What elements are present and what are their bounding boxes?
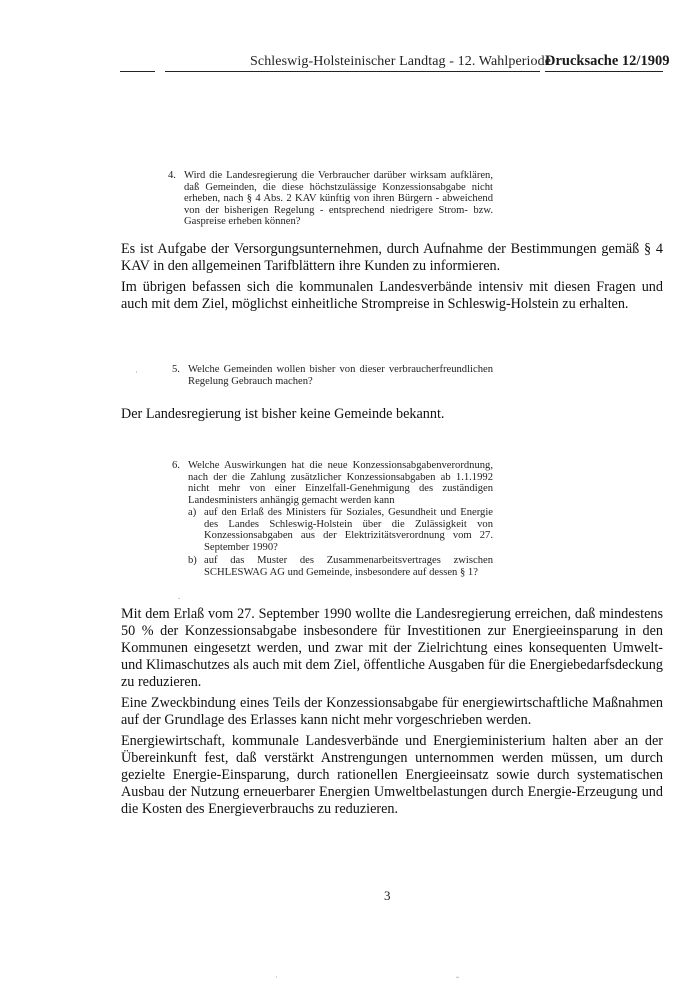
question-text: Welche Auswirkungen hat die neue Konzessionsabgabenverordnung, nach der die Zahlung zusätzlicher Konzessionsabgaben ab 1.1.1992 nicht mehr von einer Einzelfall-Genehmigung des zuständigen Landesministers anhängig gemacht werden kann — [188, 460, 493, 506]
sub-question-b — [188, 555, 493, 591]
question-text: Wird die Landesregierung die Verbraucher darüber wirksam aufklären, daß Gemeinden, die diese höchstzulässige Konzessionsabgabe nicht erheben, nach § 4 Abs. 2 KAV künftig von ihren Bürgern - abweichend von der bisherigen Regelung - entsprechend niedrigere Strom- bzw. Gaspreise erheben können? — [184, 170, 493, 228]
answer-paragraph: Mit dem Erlaß vom 27. September 1990 wollte die Landesregierung erreichen, daß mindestens 50 % der Konzessionsabgabe insbesondere für Investitionen zur Energieeinsparung in den Kommunen eingesetzt werden, und zwar mit der Zielrichtung eines konsequenten Umwelt- und Klimaschutzes als auch mit dem Ziel, öffentliche Ausgaben für die Energiebedarfsdeckung zu reduzieren. — [121, 606, 663, 690]
header-rule-middle — [165, 71, 540, 72]
question-number: 6. — [172, 460, 180, 471]
scan-speck: ˙ — [275, 975, 278, 985]
answer-paragraph: Es ist Aufgabe der Versorgungsunternehmen, durch Aufnahme der Bestimmungen gemäß § 4 KAV in den allgemeinen Tarifblättern ihre Kunden zu informieren. — [121, 241, 663, 274]
scan-speck: · — [135, 367, 138, 377]
answer-4 — [121, 241, 663, 317]
answer-paragraph: Energiewirtschaft, kommunale Landesverbände und Energieministerium halten aber an der Übereinkunft fest, daß verstärkt Anstrengungen unternommen werden müssen, um durch gezielte Energie-Einsparung, durch rationellen Energieeinsatz sowie durch systematischen Ausbau der Nutzung erneuerbarer Energien Umweltbelastungen durch Energie-Erzeugung und die Kosten des Energieverbrauchs zu reduzieren. — [121, 733, 663, 817]
header-rule-left — [120, 71, 155, 72]
sub-question-label: a) — [188, 507, 197, 518]
question-number: 4. — [168, 170, 176, 181]
page-number: 3 — [384, 888, 391, 903]
question-number: 5. — [172, 364, 180, 375]
answer-paragraph: Der Landesregierung ist bisher keine Gemeinde bekannt. — [121, 406, 445, 422]
sub-question-label: b) — [188, 555, 197, 566]
scan-speck: . — [178, 591, 181, 601]
answer-paragraph: Eine Zweckbindung eines Teils der Konzessionsabgabe für energiewirtschaftliche Maßnahmen auf der Grundlage des Erlasses kann nicht mehr vorgeschrieben werden. — [121, 695, 663, 728]
header-rule-right — [545, 71, 663, 72]
header-title: Schleswig-Holsteinischer Landtag - 12. Wahlperiode — [250, 54, 552, 69]
answer-6 — [121, 606, 663, 822]
question-6 — [172, 460, 493, 590]
scan-speck: ˇ — [456, 975, 459, 985]
answer-5 — [121, 406, 663, 427]
sub-question-text: auf das Muster des Zusammenarbeitsvertrages zwischen SCHLESWAG AG und Gemeinde, insbesondere auf dessen § 1? — [204, 555, 493, 578]
question-text: Welche Gemeinden wollen bisher von dieser verbraucherfreundlichen Regelung Gebrauch machen? — [188, 364, 493, 387]
answer-paragraph: Im übrigen befassen sich die kommunalen Landesverbände intensiv mit diesen Fragen und auch mit dem Ziel, möglichst einheitliche Strompreise in Schleswig-Holstein zu erhalten. — [121, 279, 663, 312]
sub-question-text: auf den Erlaß des Ministers für Soziales, Gesundheit und Energie des Landes Schleswig-Holstein über die Zulässigkeit von Konzessionsabgaben aus der Elektrizitätsverordnung vom 27. September 1990? — [204, 507, 493, 553]
question-5 — [172, 364, 493, 388]
drucksache-number: Drucksache 12/1909 — [545, 53, 670, 69]
question-4 — [168, 170, 493, 230]
